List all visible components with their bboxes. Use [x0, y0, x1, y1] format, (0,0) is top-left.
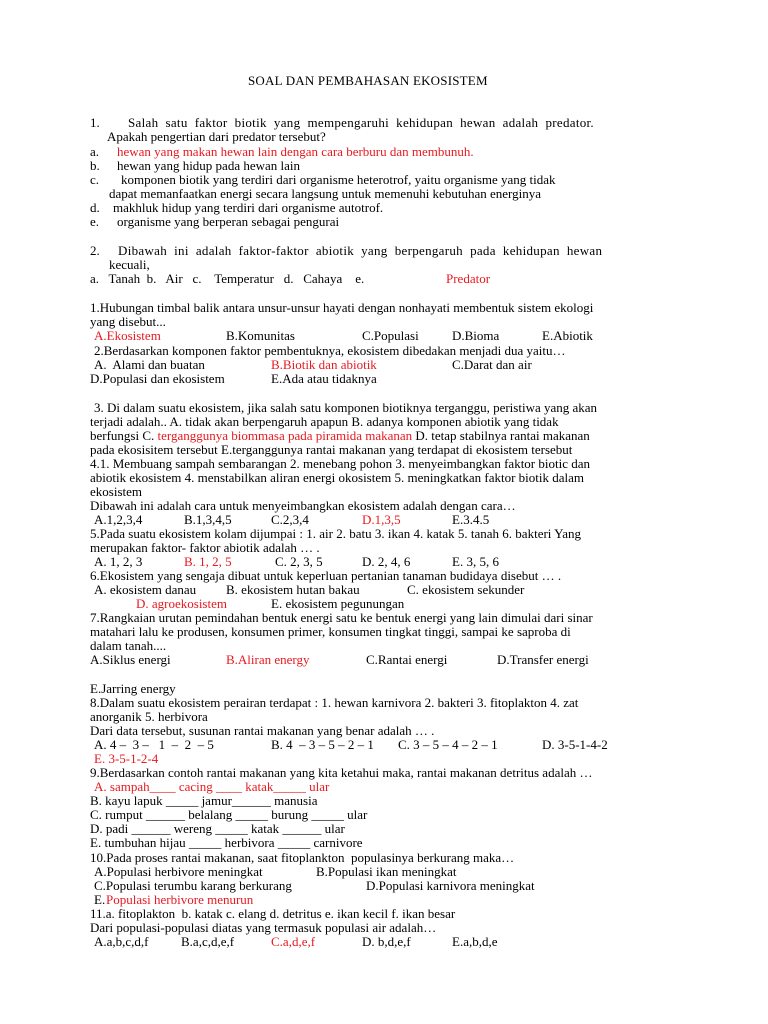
- s4-option-e: E.3.4.5: [452, 512, 490, 527]
- s3-question-line4: pada ekosisitem tersebut E.terganggunya rantai makanan yang terdapat di ekosistem tersebut: [90, 442, 573, 457]
- s7-question-line1: 7.Rangkaian urutan pemindahan bentuk energi satu ke bentuk energi yang lain dimulai dari sinar: [90, 610, 593, 625]
- s8-question-line3: Dari data tersebut, susunan rantai makanan yang benar adalah … .: [90, 723, 435, 738]
- s10-question-line1: 10.Pada proses rantai makanan, saat fitoplankton populasinya berkurang maka…: [90, 850, 515, 865]
- s8-option-b: B. 4 – 3 – 5 – 2 – 1: [271, 737, 374, 752]
- s6-question-line1: 6.Ekosistem yang sengaja dibuat untuk keperluan pertanian tanaman budidaya disebut … .: [90, 568, 562, 583]
- s6-option-a: A. ekosistem danau: [94, 582, 197, 597]
- q1-option-e: organisme yang berperan sebagai pengurai: [117, 214, 340, 229]
- s6-option-b: B. ekosistem hutan bakau: [226, 582, 360, 597]
- s2-question-line1: 2.Berdasarkan komponen faktor pembentuknya, ekosistem dibedakan menjadi dua yaitu…: [94, 343, 566, 358]
- s7-question-line2: matahari lalu ke produsen, konsumen primer, konsumen tingkat tinggi, sampai ke saproba di: [90, 624, 571, 639]
- s2-option-c: C.Darat dan air: [452, 357, 532, 372]
- s11-option-d: D. b,d,e,f: [362, 934, 411, 949]
- s5-option-c: C. 2, 3, 5: [275, 554, 323, 569]
- s8-option-a: A. 4 – 3 – 1 – 2 – 5: [94, 737, 214, 752]
- s7-option-a: A.Siklus energi: [90, 652, 171, 667]
- s10-option-a: A.Populasi herbivore meningkat: [94, 864, 263, 879]
- s11-question-line2: Dari populasi-populasi diatas yang termasuk populasi air adalah…: [90, 920, 437, 935]
- s6-option-d-answer: D. agroekosistem: [136, 596, 227, 611]
- s5-question-line2: merupakan faktor- faktor abiotik adalah … .: [90, 540, 320, 555]
- s1-question-line2: yang disebut...: [90, 314, 166, 329]
- q2-question-line2: kecuali,: [109, 257, 150, 272]
- s11-option-c-answer: C.a,d,e,f: [271, 934, 316, 949]
- q2-number: 2.: [90, 243, 100, 258]
- s4-option-c: C.2,3,4: [271, 512, 309, 527]
- s4-option-d-answer: D.1,3,5: [362, 512, 401, 527]
- s4-question-line4: Dibawah ini adalah cara untuk menyeimbangkan ekosistem adalah dengan cara…: [90, 498, 516, 513]
- s7-option-d: D.Transfer energi: [497, 652, 589, 667]
- s7-option-b-answer: B.Aliran energy: [226, 652, 310, 667]
- s3-question-line1: 3. Di dalam suatu ekosistem, jika salah satu komponen biotiknya terganggu, peristiwa yang akan: [94, 400, 598, 415]
- s11-option-b: B.a,c,d,e,f: [181, 934, 235, 949]
- s11-question-line1: 11.a. fitoplakton b. katak c. elang d. detritus e. ikan kecil f. ikan besar: [90, 906, 456, 921]
- s3-option-c-answer: terganggunya biommasa pada piramida makanan: [157, 428, 413, 443]
- s3-line3-suffix: D. tetap stabilnya rantai makanan: [415, 428, 590, 443]
- s9-option-a-answer: A. sampah____ cacing ____ katak_____ ular: [94, 779, 330, 794]
- s11-option-e: E.a,b,d,e: [452, 934, 498, 949]
- s5-option-b-answer: B. 1, 2, 5: [184, 554, 232, 569]
- s4-question-line2: abiotik ekosistem 4. menstabilkan aliran energi okosistem 5. meningkatkan faktor biotik dalam: [90, 470, 585, 485]
- s1-option-b: B.Komunitas: [226, 328, 295, 343]
- s10-option-d: D.Populasi karnivora meningkat: [366, 878, 535, 893]
- s5-option-e: E. 3, 5, 6: [452, 554, 499, 569]
- s5-question-line1: 5.Pada suatu ekosistem kolam dijumpai : 1. air 2. batu 3. ikan 4. katak 5. tanah 6. bakteri Yang: [90, 526, 582, 541]
- s1-option-c: C.Populasi: [362, 328, 419, 343]
- s9-question-line1: 9.Berdasarkan contoh rantai makanan yang kita ketahui maka, rantai makanan detritus adalah …: [90, 765, 593, 780]
- s3-question-line3: [90, 429, 590, 443]
- s8-question-line1: 8.Dalam suatu ekosistem perairan terdapat : 1. hewan karnivora 2. bakteri 3. fitoplakton 4. zat: [90, 695, 579, 710]
- s9-option-b: B. kayu lapuk _____ jamur______ manusia: [90, 793, 318, 808]
- s9-option-c: C. rumput ______ belalang _____ burung _____ ular: [90, 807, 368, 822]
- s10-option-e-letter: E.: [94, 892, 106, 907]
- s10-option-b: B.Populasi ikan meningkat: [316, 864, 457, 879]
- s8-option-e-answer: E. 3-5-1-2-4: [94, 751, 159, 766]
- s5-option-a: A. 1, 2, 3: [94, 554, 143, 569]
- s1-option-a-answer: A.Ekosistem: [94, 328, 161, 343]
- s1-question-line1: 1.Hubungan timbal balik antara unsur-unsur hayati dengan nonhayati membentuk sistem ekologi: [90, 300, 594, 315]
- s4-option-b: B.1,3,4,5: [184, 512, 232, 527]
- q1-option-b-letter: b.: [90, 158, 100, 173]
- q1-number: 1.: [90, 115, 100, 130]
- s6-option-c: C. ekosistem sekunder: [407, 582, 525, 597]
- q1-option-c-line2: dapat memanfaatkan energi secara langsung untuk memenuhi kebutuhan energinya: [109, 186, 541, 201]
- s8-option-d: D. 3-5-1-4-2: [542, 737, 608, 752]
- s8-question-line2: anorganik 5. herbivora: [90, 709, 208, 724]
- s7-option-e: E.Jarring energy: [90, 681, 176, 696]
- q1-option-d: makhluk hidup yang terdiri dari organisme autotrof.: [113, 200, 384, 215]
- s1-option-e: E.Abiotik: [542, 328, 593, 343]
- q1-option-b: hewan yang hidup pada hewan lain: [117, 158, 301, 173]
- q1-option-a-letter: a.: [90, 144, 100, 159]
- q1-question-line2: Apakah pengertian dari predator tersebut?: [107, 129, 326, 144]
- q1-question-line1: Salah satu faktor biotik yang mempengaruhi kehidupan hewan adalah predator.: [128, 115, 594, 130]
- s9-option-e: E. tumbuhan hijau _____ herbivora _____ carnivore: [90, 835, 363, 850]
- s6-option-e: E. ekosistem pegunungan: [271, 596, 405, 611]
- s10-option-e-answer: Populasi herbivore menurun: [106, 892, 254, 907]
- s9-option-d: D. padi ______ wereng _____ katak ______ ular: [90, 821, 345, 836]
- q1-option-c-letter: c.: [90, 172, 100, 187]
- page-title: SOAL DAN PEMBAHASAN EKOSISTEM: [248, 73, 488, 88]
- q2-question-line1: Dibawah ini adalah faktor-faktor abiotik yang berpengaruh pada kehidupan hewan: [118, 243, 603, 258]
- s3-line3-prefix: berfungsi C.: [90, 428, 155, 443]
- q1-option-a-answer: hewan yang makan hewan lain dengan cara berburu dan membunuh.: [117, 144, 474, 159]
- s1-option-d: D.Bioma: [452, 328, 500, 343]
- s2-option-d: D.Populasi dan ekosistem: [90, 371, 225, 386]
- s7-option-c: C.Rantai energi: [366, 652, 448, 667]
- s8-option-c: C. 3 – 5 – 4 – 2 – 1: [398, 737, 498, 752]
- s5-option-d: D. 2, 4, 6: [362, 554, 411, 569]
- s2-option-a: A. Alami dan buatan: [94, 357, 205, 372]
- q1-option-d-letter: d.: [90, 200, 100, 215]
- s7-question-line3: dalam tanah....: [90, 638, 167, 653]
- s3-question-line2: terjadi adalah.. A. tidak akan berpengaruh apapun B. adanya komponen abiotik yang tidak: [90, 414, 559, 429]
- q2-option-e-answer: Predator: [446, 271, 491, 286]
- s4-question-line3: ekosistem: [90, 484, 142, 499]
- s4-option-a: A.1,2,3,4: [94, 512, 143, 527]
- s2-option-e: E.Ada atau tidaknya: [271, 371, 377, 386]
- q1-option-c-line1: komponen biotik yang terdiri dari organisme heterotrof, yaitu organisme yang tidak: [121, 172, 556, 187]
- q1-option-e-letter: e.: [90, 214, 100, 229]
- q2-options: a. Tanah b. Air c. Temperatur d. Cahaya e.: [90, 271, 365, 286]
- s11-option-a: A.a,b,c,d,f: [94, 934, 149, 949]
- s10-option-c: C.Populasi terumbu karang berkurang: [94, 878, 292, 893]
- s4-question-line1: 4.1. Membuang sampah sembarangan 2. menebang pohon 3. menyeimbangkan faktor biotic dan: [90, 456, 591, 471]
- s2-option-b-answer: B.Biotik dan abiotik: [271, 357, 377, 372]
